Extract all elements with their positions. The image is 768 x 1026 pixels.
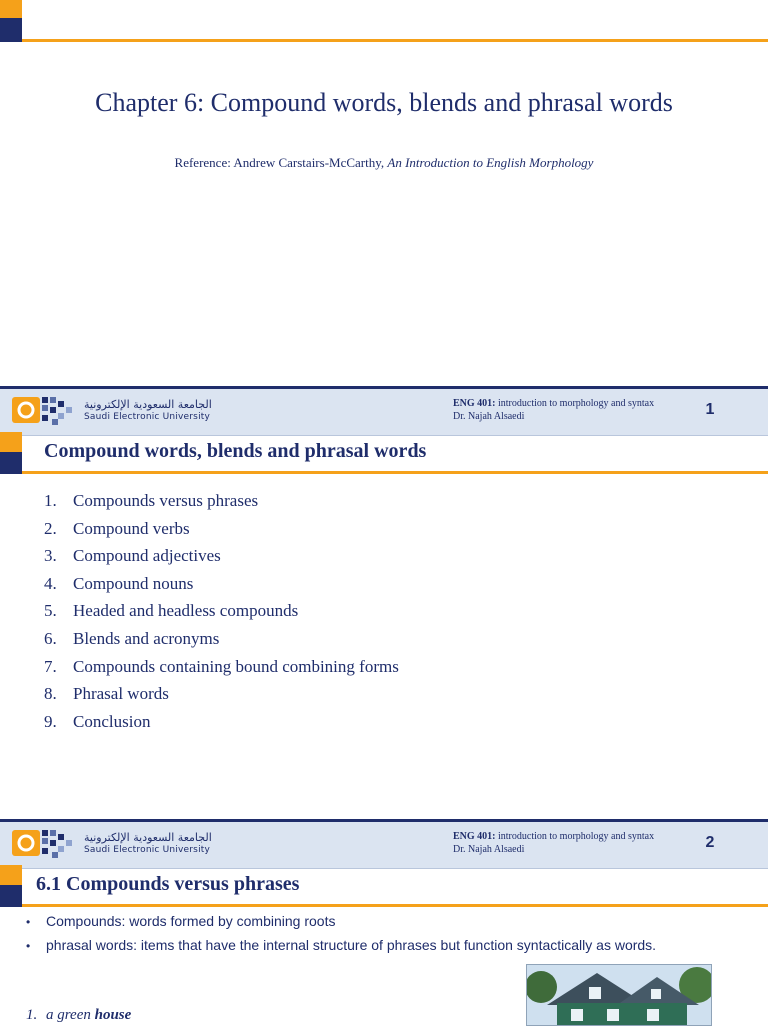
reference-line [0,155,768,171]
list-item: • Compounds: words formed by combining roots [26,913,336,929]
course-code: ENG 401: [453,831,496,842]
bullet-list [26,909,656,957]
list-item: • phrasal words: items that have the internal structure of phrases but function syntactically as words. [26,937,657,953]
instructor-name: Dr. Najah Alsaedi [453,844,525,855]
university-name-arabic: الجامعة السعودية الإلكترونية [84,831,212,844]
course-code: ENG 401: [453,398,496,409]
university-name [84,399,212,423]
slide-footer-1 [0,386,768,436]
university-name-english: Saudi Electronic University [84,412,211,422]
list-item: 7. Compounds containing bound combining forms [44,656,399,676]
university-name-english: Saudi Electronic University [84,845,211,855]
list-item: 6. Blends and acronyms [44,628,220,648]
list-item: 4. Compound nouns [44,573,194,593]
university-name-arabic: الجامعة السعودية الإلكترونية [84,398,212,411]
list-item: 8. Phrasal words [44,684,169,704]
slide-title: Compound words, blends and phrasal words [44,440,427,462]
page-number: 1 [705,401,715,418]
seu-logo-icon [12,826,76,862]
slide-header-2 [0,865,768,907]
course-title: introduction to morphology and syntax [495,831,655,842]
university-name [84,832,212,856]
chapter-title: Chapter 6: Compound words, blends and phrasal words [95,88,673,117]
instructor-name: Dr. Najah Alsaedi [453,411,525,422]
example-text: a green [46,1007,95,1023]
reference-prefix: Reference: Andrew Carstairs-McCarthy, [174,155,388,170]
course-title: introduction to morphology and syntax [495,398,655,409]
example-item [26,1007,131,1024]
slide-title: 6.1 Compounds versus phrases [36,873,300,895]
course-info [453,397,654,423]
example-head: house [94,1007,132,1023]
list-item: 3. Compound adjectives [44,546,221,566]
seu-logo-icon [12,393,76,429]
reference-book: An Introduction to English Morphology [387,155,594,170]
course-info [453,830,654,856]
list-item: 1. Compounds versus phrases [44,491,259,510]
header-rule [22,39,768,42]
list-item: 2. Compound verbs [44,518,190,538]
contents-list [44,487,399,735]
page-number: 2 [705,834,715,851]
example-number: 1. [26,1007,38,1023]
list-item: 9. Conclusion [44,711,151,731]
house-photo [526,964,712,1026]
slide-header-1 [0,432,768,474]
corner-accent [0,0,22,42]
title-slide [0,0,768,386]
slide-footer-2 [0,819,768,869]
list-item: 5. Headed and headless compounds [44,601,299,621]
